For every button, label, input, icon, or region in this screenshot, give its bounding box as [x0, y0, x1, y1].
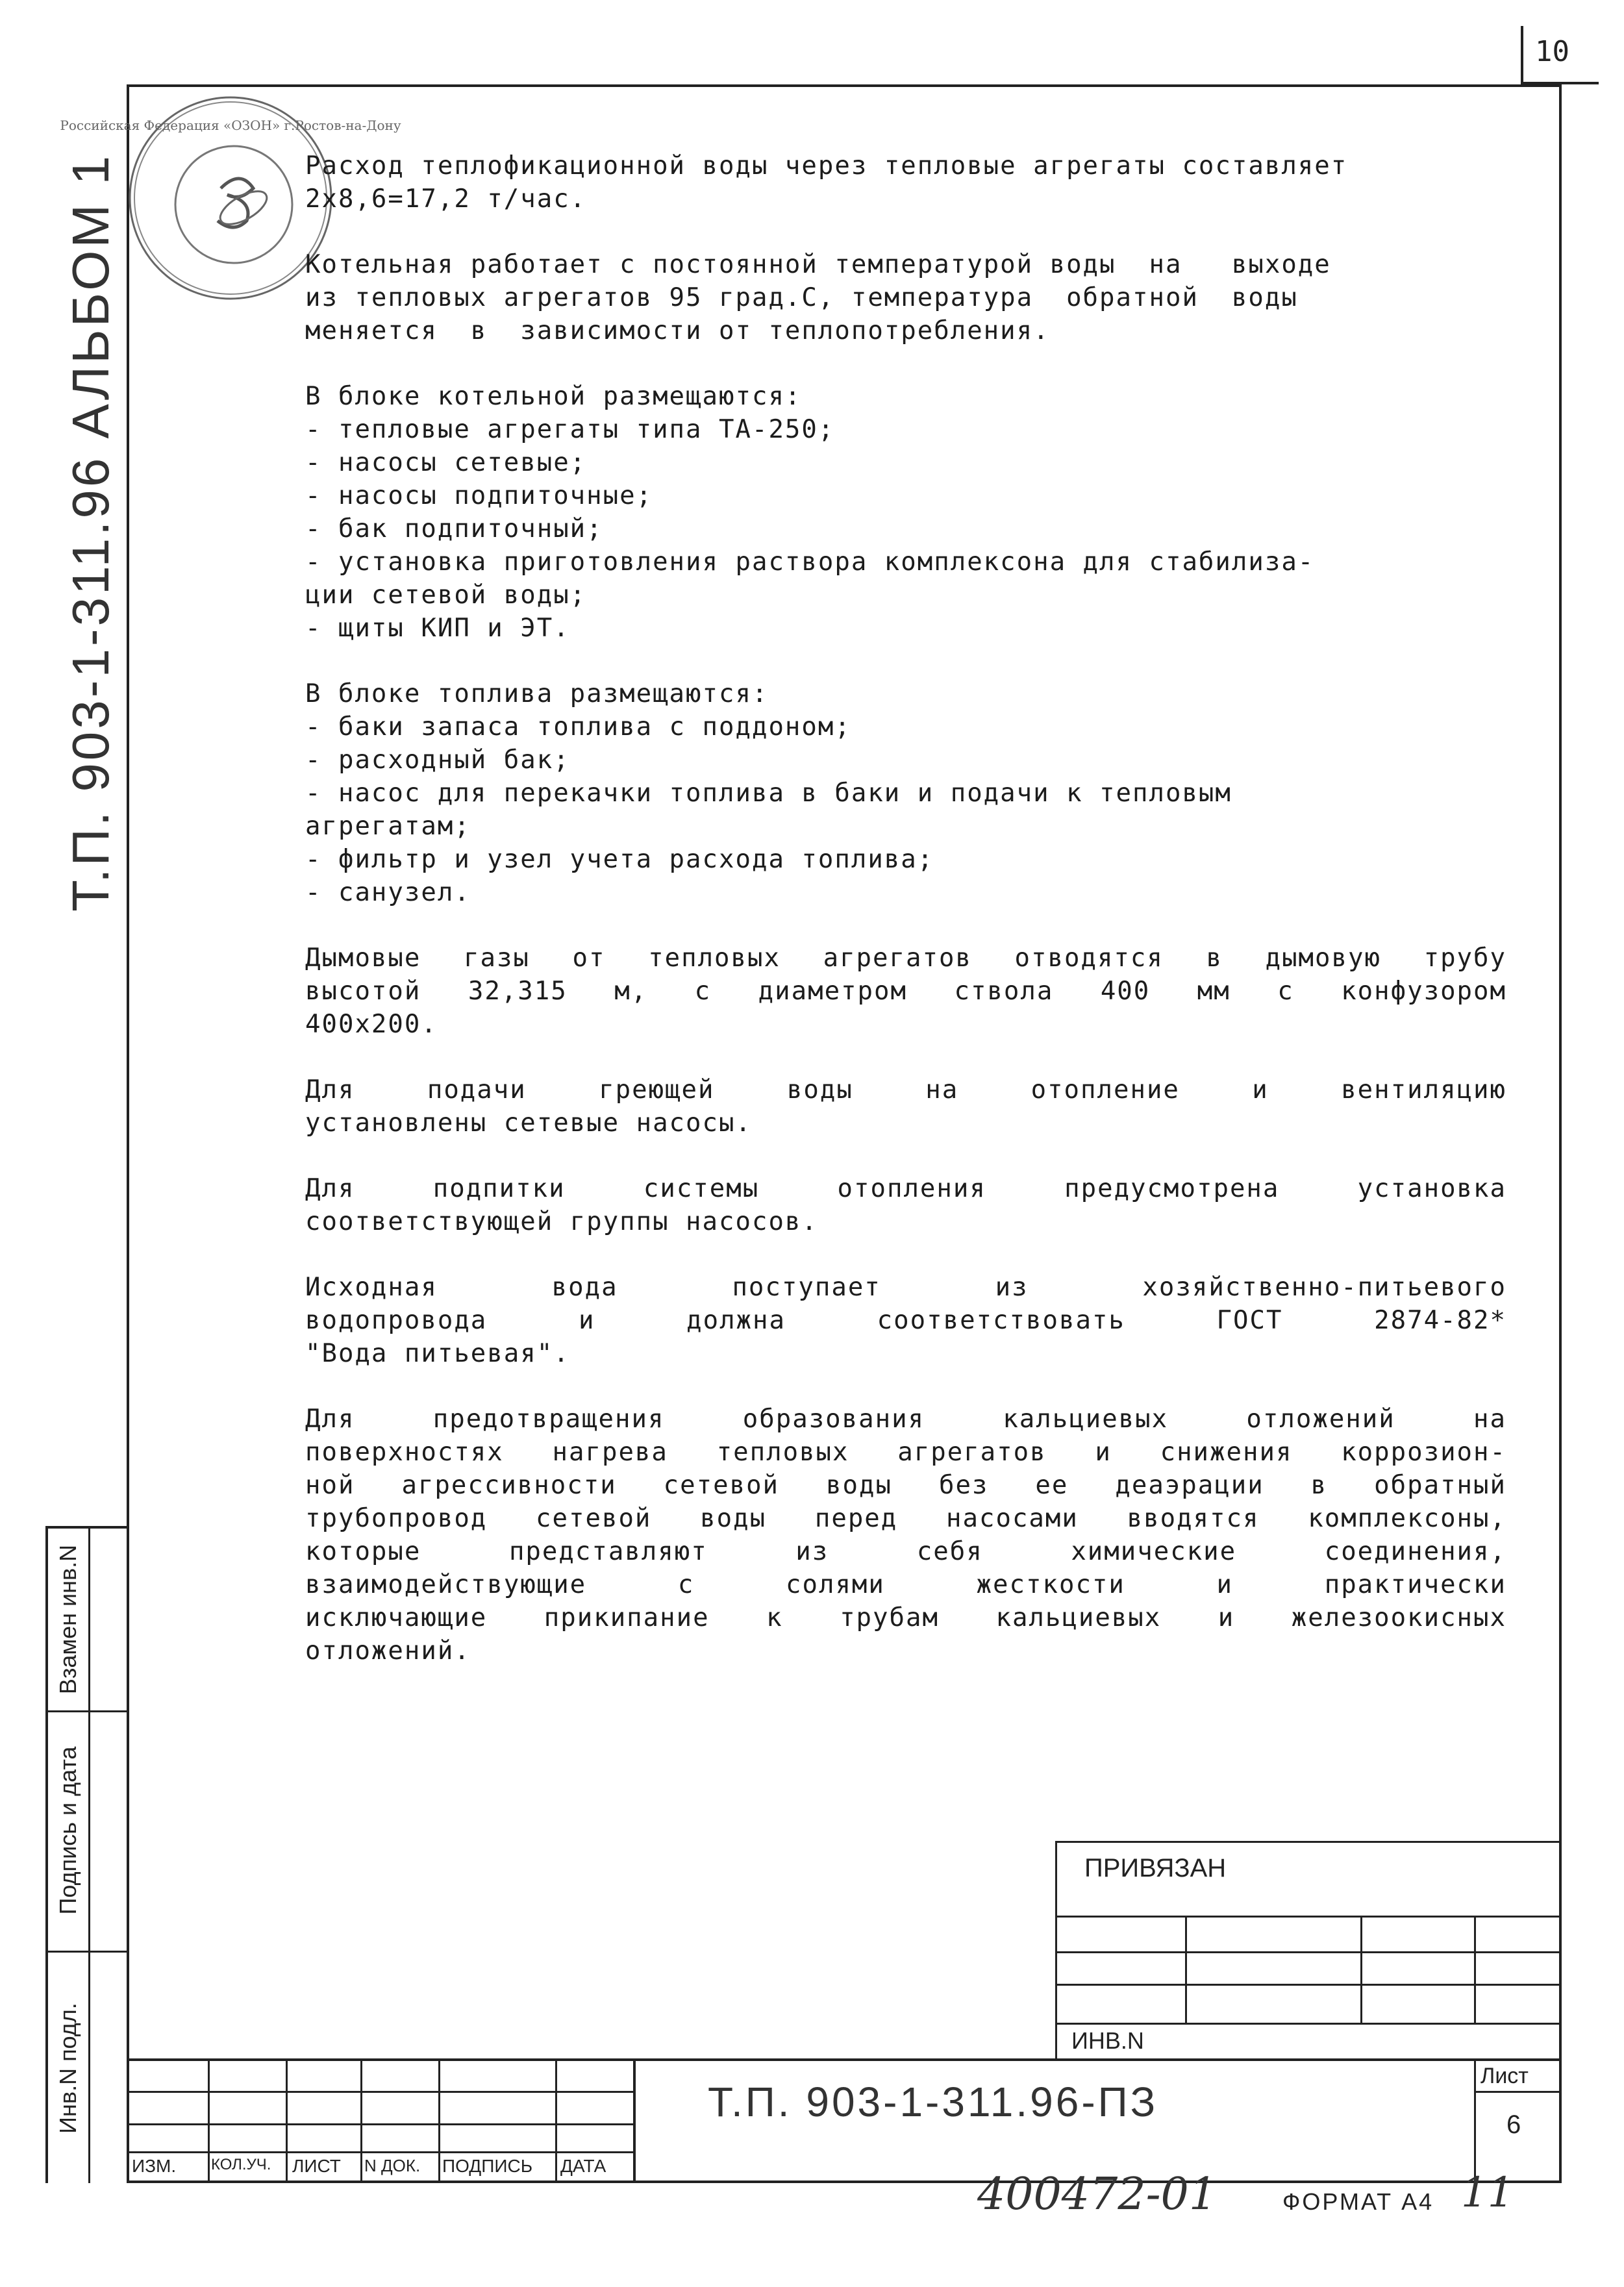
text-line: из тепловых агрегатов 95 град.С, температура обратной воды [305, 283, 1298, 312]
text-line: Дымовые газы от тепловых агрегатов отводятся в дымовую трубу [305, 944, 1506, 973]
text-line: - насос для перекачки топлива в баки и подачи к тепловым [305, 779, 1232, 808]
privyazan-label: ПРИВЯЗАН [1084, 1854, 1227, 1882]
text-line: которые представляют из себя химические соединения, [305, 1537, 1506, 1566]
text-line: исключающие прикипание к трубам кальциевых и железоокисных [305, 1603, 1506, 1632]
text-line: В блоке котельной размещаются: [305, 382, 802, 411]
text-line: - бак подпиточный; [305, 514, 603, 544]
text-line: отложений. [305, 1636, 471, 1666]
paragraph [305, 942, 1506, 1041]
rev-kol-uch: КОЛ.УЧ. [211, 2156, 271, 2173]
document-body [305, 149, 1506, 1700]
text-line: Расход теплофикационной воды через тепловые агрегаты составляет [305, 151, 1348, 181]
text-line: соответствующей группы насосов. [305, 1207, 818, 1236]
text-line: Для подпитки системы отопления предусмотрена установка [305, 1174, 1506, 1203]
sheet-number: 6 [1506, 2110, 1521, 2139]
sidebar-podpis: Подпись и дата [55, 1746, 81, 1915]
sidebar-vzamen: Взамен инв.N [55, 1544, 81, 1695]
left-sidebar [45, 1526, 127, 2183]
text-line: поверхностях нагрева тепловых агрегатов и снижения коррозион- [305, 1438, 1506, 1467]
text-line: В блоке топлива размещаются: [305, 679, 769, 708]
text-line: - тепловые агрегаты типа ТА-250; [305, 415, 835, 444]
sidebar-inv: Инв.N подл. [55, 2003, 81, 2134]
text-line: "Вода питьевая". [305, 1339, 570, 1368]
text-line: ной агрессивности сетевой воды без ее деаэрации в обратный [305, 1471, 1506, 1500]
text-line: - щиты КИП и ЭТ. [305, 614, 570, 643]
text-line: Котельная работает с постоянной температурой воды на выходе [305, 250, 1331, 279]
inv-n-label: ИНВ.N [1071, 2027, 1144, 2054]
text-line: агрегатам; [305, 812, 471, 841]
text-line: взаимодействующие с солями жесткости и практически [305, 1570, 1506, 1599]
text-line: - насосы подпиточные; [305, 481, 653, 510]
album-label-text: Т.П. 903-1-311.96 АЛЬБОМ 1 [62, 153, 119, 912]
handwritten-number: 11 [1461, 2169, 1514, 2217]
rev-podpis: ПОДПИСЬ [442, 2156, 533, 2176]
seal-text: Российская Федерация «ОЗОН» г.Ростов-на-Дону [60, 118, 401, 133]
text-line: 400х200. [305, 1010, 438, 1039]
rev-list: ЛИСТ [292, 2156, 341, 2176]
rev-data: ДАТА [560, 2156, 606, 2176]
paragraph [305, 1073, 1506, 1140]
paragraph [305, 380, 1506, 645]
text-line: меняется в зависимости от теплопотребления. [305, 316, 1050, 345]
text-line: высотой 32,315 м, с диаметром ствола 400 мм с конфузором [305, 977, 1506, 1006]
text-line: - установка приготовления раствора комплексона для стабилиза- [305, 547, 1315, 577]
paragraph [305, 149, 1506, 216]
text-line: Для подачи греющей воды на отопление и вентиляцию [305, 1075, 1506, 1105]
text-line: - баки запаса топлива с поддоном; [305, 712, 851, 742]
page-number: 10 [1535, 35, 1569, 68]
paragraph [305, 1271, 1506, 1370]
text-line: Исходная вода поступает из хозяйственно-питьевого [305, 1273, 1506, 1302]
paragraph [305, 677, 1506, 909]
document-code: Т.П. 903-1-311.96-ПЗ [708, 2079, 1158, 2125]
text-line: трубопровод сетевой воды перед насосами вводятся комплексоны, [305, 1504, 1506, 1533]
paragraph [305, 1403, 1506, 1668]
text-line: - насосы сетевые; [305, 448, 587, 477]
text-line: - фильтр и узел учета расхода топлива; [305, 845, 934, 874]
format-label: ФОРМАТ А4 [1282, 2188, 1434, 2215]
text-line: ции сетевой воды; [305, 581, 587, 610]
paragraph [305, 1172, 1506, 1238]
text-line: установлены сетевые насосы. [305, 1108, 752, 1138]
album-label [62, 91, 119, 974]
handwritten-code: 400472-01 [977, 2169, 1218, 2220]
sheet-label: Лист [1480, 2064, 1529, 2088]
rev-n-dok: N ДОК. [364, 2156, 421, 2175]
page-number-box [1521, 26, 1599, 84]
text-line: 2х8,6=17,2 т/час. [305, 184, 587, 214]
paragraph [305, 248, 1506, 347]
rev-izm: ИЗМ. [132, 2156, 177, 2176]
text-line: - расходный бак; [305, 745, 570, 775]
text-line: Для предотвращения образования кальциевых отложений на [305, 1405, 1506, 1434]
text-line: водопровода и должна соответствовать ГОСТ 2874-82* [305, 1306, 1506, 1335]
text-line: - санузел. [305, 878, 471, 907]
